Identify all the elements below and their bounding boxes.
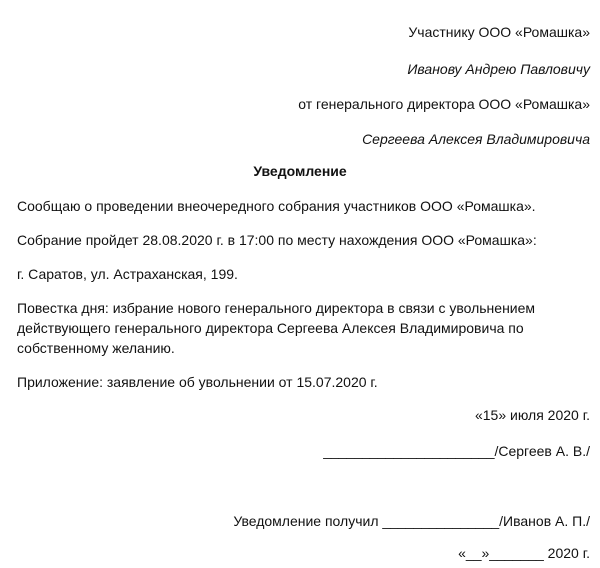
signature-line: ______________________/Сергеев А. В./ xyxy=(323,443,590,459)
agenda-line-3: собственному желанию. xyxy=(17,340,175,356)
addressee-name: Иванову Андрею Павловичу xyxy=(407,61,590,77)
signature-date: «15» июля 2020 г. xyxy=(474,407,590,423)
attachment-line: Приложение: заявление об увольнении от 15.07.2020 г. xyxy=(17,374,378,390)
document-title: Уведомление xyxy=(253,163,347,179)
paragraph-meeting-details: Собрание пройдет 28.08.2020 г. в 17:00 по месту нахождения ООО «Ромашка»: xyxy=(17,232,537,248)
paragraph-announcement: Сообщаю о проведении внеочередного собрания участников ООО «Ромашка». xyxy=(17,198,536,214)
paragraph-address: г. Саратов, ул. Астраханская, 199. xyxy=(17,266,238,282)
agenda-line-1: Повестка дня: избрание нового генерального директора в связи с увольнением xyxy=(17,300,536,316)
agenda-line-2: действующего генерального директора Сергеева Алексея Владимировича по xyxy=(17,320,524,336)
sender-line-1: от генерального директора ООО «Ромашка» xyxy=(298,96,590,112)
receipt-date: «__»_______ 2020 г. xyxy=(458,545,590,561)
addressee-line-1: Участнику ООО «Ромашка» xyxy=(408,24,590,40)
receipt-line: Уведомление получил _______________/Иванов А. П./ xyxy=(233,513,590,529)
sender-name: Сергеева Алексея Владимировича xyxy=(362,131,590,147)
